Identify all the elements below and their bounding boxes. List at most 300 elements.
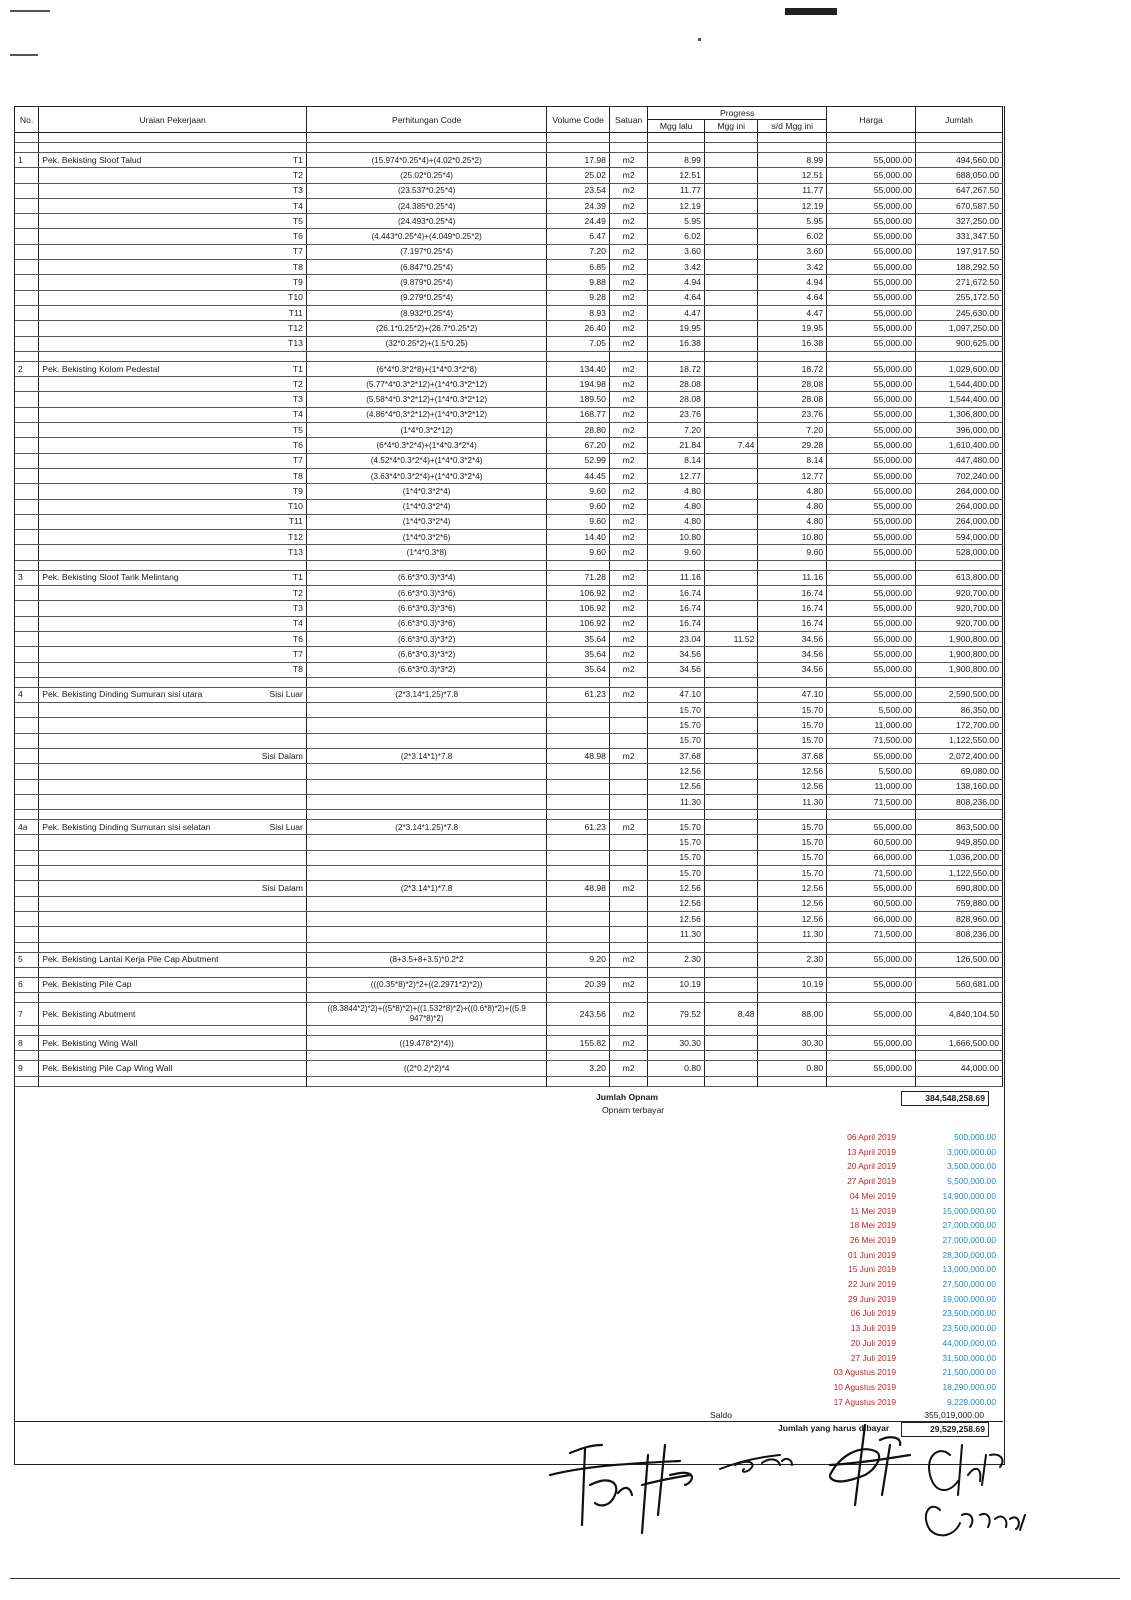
volume-value: 106.92 (547, 616, 610, 631)
progress-this-week (704, 244, 758, 259)
spacer-cell (251, 810, 307, 820)
header-no: No. (15, 107, 39, 133)
calculation-formula: (1*4*0.3*2*6) (306, 530, 546, 545)
volume-value (547, 850, 610, 865)
unit-price: 55,000.00 (827, 321, 916, 336)
progress-last-week: 12.56 (648, 764, 705, 779)
payment-date: 04 Mei 2019 (849, 1190, 896, 1201)
spacer-cell (758, 810, 827, 820)
table-row (15, 835, 1003, 850)
spacer-cell (306, 143, 546, 153)
progress-to-date: 0.80 (758, 1061, 827, 1076)
spacer-cell (758, 560, 827, 570)
unit-value: m2 (609, 748, 647, 763)
unit-price: 55,000.00 (827, 198, 916, 213)
payment-date: 18 Mei 2019 (849, 1220, 896, 1231)
progress-this-week (704, 336, 758, 351)
line-total: 245,630.00 (916, 305, 1003, 320)
spacer-cell (827, 1026, 916, 1036)
payment-amount: 27,500,000.00 (942, 1279, 996, 1289)
line-total: 1,122,550.00 (916, 866, 1003, 881)
unit-price: 55,000.00 (827, 229, 916, 244)
calculation-formula: (2*3.14*1)*7.8 (306, 748, 546, 763)
payment-date: 13 Juli 2019 (850, 1323, 896, 1334)
unit-value (609, 718, 647, 733)
calculation-formula: (6.6*3*0.3)*3*2) (306, 647, 546, 662)
item-number (15, 499, 39, 514)
item-sub-code: T4 (251, 407, 307, 422)
volume-value: 14.40 (547, 530, 610, 545)
spacer-cell (648, 677, 705, 687)
progress-to-date: 8.14 (758, 453, 827, 468)
calculation-formula: (2*3.14*1)*7.8 (306, 881, 546, 896)
line-total: 949,850.00 (916, 835, 1003, 850)
item-number (15, 586, 39, 601)
unit-price: 60,500.00 (827, 835, 916, 850)
volume-value: 6.47 (547, 229, 610, 244)
spacer-cell (15, 351, 39, 361)
progress-last-week: 11.30 (648, 927, 705, 942)
item-number (15, 748, 39, 763)
progress-last-week: 12.56 (648, 881, 705, 896)
unit-value (609, 866, 647, 881)
item-number (15, 168, 39, 183)
table-row (15, 866, 1003, 881)
unit-price: 55,000.00 (827, 305, 916, 320)
line-total: 2,072,400.00 (916, 748, 1003, 763)
item-description (39, 198, 251, 213)
spacer-cell (916, 133, 1003, 143)
line-total: 264,000.00 (916, 514, 1003, 529)
spacer-cell (609, 993, 647, 1003)
table-row (15, 748, 1003, 763)
line-total: 188,292.50 (916, 260, 1003, 275)
spacer-cell (758, 967, 827, 977)
payment-date: 22 Juni 2019 (848, 1279, 896, 1289)
progress-this-week (704, 377, 758, 392)
progress-this-week (704, 183, 758, 198)
spacer-cell (609, 133, 647, 143)
progress-last-week: 37.68 (648, 748, 705, 763)
progress-to-date: 28.08 (758, 392, 827, 407)
table-row (15, 214, 1003, 229)
calculation-formula (306, 866, 546, 881)
item-number (15, 850, 39, 865)
unit-price: 55,000.00 (827, 748, 916, 763)
unit-value: m2 (609, 1061, 647, 1076)
item-description (39, 438, 251, 453)
unit-price: 55,000.00 (827, 881, 916, 896)
item-number (15, 733, 39, 748)
item-description (39, 499, 251, 514)
volume-value: 168.77 (547, 407, 610, 422)
spacer-cell (758, 143, 827, 153)
progress-last-week: 15.70 (648, 820, 705, 835)
scan-artifact (10, 10, 50, 12)
spacer-cell (306, 1026, 546, 1036)
spacer-cell (916, 351, 1003, 361)
spacer-cell (916, 993, 1003, 1003)
calculation-formula (306, 764, 546, 779)
spacer-cell (704, 1026, 758, 1036)
progress-last-week: 0.80 (648, 1061, 705, 1076)
item-number: 4 (15, 687, 39, 702)
line-total: 255,172.50 (916, 290, 1003, 305)
progress-last-week: 3.60 (648, 244, 705, 259)
item-number (15, 764, 39, 779)
line-total: 1,306,800.00 (916, 407, 1003, 422)
calculation-formula: (6.6*3*0.3)*3*6) (306, 586, 546, 601)
line-total: 688,050.00 (916, 168, 1003, 183)
calculation-formula: (24.385*0.25*4) (306, 198, 546, 213)
payment-amount: 27,000,000.00 (942, 1234, 996, 1245)
progress-this-week (704, 896, 758, 911)
item-sub-code (251, 927, 307, 942)
progress-to-date: 4.80 (758, 499, 827, 514)
calculation-formula: (6*4*0.3*2*4)+(1*4*0.3*2*4) (306, 438, 546, 453)
progress-to-date: 11.77 (758, 183, 827, 198)
item-number (15, 198, 39, 213)
payment-amount: 13,000,000.00 (942, 1264, 996, 1275)
progress-this-week (704, 779, 758, 794)
unit-price: 55,000.00 (827, 407, 916, 422)
unit-price: 55,000.00 (827, 616, 916, 631)
calculation-formula: (6*4*0.3*2*8)+(1*4*0.3*2*8) (306, 361, 546, 376)
progress-to-date: 30.30 (758, 1036, 827, 1051)
unit-value: m2 (609, 530, 647, 545)
unit-value: m2 (609, 229, 647, 244)
unit-price: 55,000.00 (827, 214, 916, 229)
unit-price: 55,000.00 (827, 952, 916, 967)
calculation-formula (306, 850, 546, 865)
unit-value: m2 (609, 647, 647, 662)
item-sub-code: T12 (251, 321, 307, 336)
spacer-cell (704, 810, 758, 820)
table-row (15, 601, 1003, 616)
line-total: 1,544,400.00 (916, 392, 1003, 407)
unit-value: m2 (609, 952, 647, 967)
unit-price: 55,000.00 (827, 336, 916, 351)
spacer-cell (648, 1051, 705, 1061)
unit-price: 71,500.00 (827, 733, 916, 748)
progress-last-week: 28.08 (648, 377, 705, 392)
item-description (39, 779, 251, 794)
calculation-formula (306, 794, 546, 809)
progress-to-date: 28.08 (758, 377, 827, 392)
progress-this-week (704, 530, 758, 545)
item-sub-code: T5 (251, 423, 307, 438)
item-description (39, 703, 251, 718)
item-sub-code: T4 (251, 616, 307, 631)
progress-this-week (704, 468, 758, 483)
spacer-cell (609, 1076, 647, 1086)
item-description (39, 305, 251, 320)
spacer-cell (827, 810, 916, 820)
unit-value: m2 (609, 244, 647, 259)
signature-2 (720, 1455, 792, 1472)
item-description: Pek. Bekisting Lantai Kerja Pile Cap Abutment (39, 952, 251, 967)
progress-last-week: 23.76 (648, 407, 705, 422)
progress-to-date: 3.42 (758, 260, 827, 275)
volume-value: 26.40 (547, 321, 610, 336)
unit-price: 55,000.00 (827, 977, 916, 992)
spacer-cell (547, 1026, 610, 1036)
progress-to-date: 4.80 (758, 484, 827, 499)
line-total: 1,036,200.00 (916, 850, 1003, 865)
progress-last-week: 12.56 (648, 911, 705, 926)
item-description: Pek. Bekisting Dinding Sumuran sisi utara (39, 687, 251, 702)
spacer-cell (251, 1051, 307, 1061)
payment-date: 13 April 2019 (847, 1146, 896, 1157)
item-number (15, 423, 39, 438)
spacer-row (15, 1076, 1003, 1086)
spacer-cell (827, 560, 916, 570)
header-uraian: Uraian Pekerjaan (39, 107, 307, 133)
volume-value: 23.54 (547, 183, 610, 198)
unit-value: m2 (609, 392, 647, 407)
item-number: 4a (15, 820, 39, 835)
item-description (39, 290, 251, 305)
progress-this-week (704, 453, 758, 468)
spacer-cell (15, 942, 39, 952)
calculation-formula: (32*0.25*2)+(1.5*0.25) (306, 336, 546, 351)
calculation-formula: (8+3.5+8+3.5)*0.2*2 (306, 952, 546, 967)
spacer-cell (251, 143, 307, 153)
spacer-cell (547, 133, 610, 143)
unit-value: m2 (609, 514, 647, 529)
unit-price: 55,000.00 (827, 601, 916, 616)
volume-value (547, 927, 610, 942)
opnam-terbayar-label: Opnam terbayar (602, 1105, 665, 1115)
item-sub-code (251, 911, 307, 926)
progress-last-week: 18.72 (648, 361, 705, 376)
item-description (39, 423, 251, 438)
volume-value: 8.93 (547, 305, 610, 320)
table-row (15, 484, 1003, 499)
volume-value (547, 779, 610, 794)
unit-value: m2 (609, 1003, 647, 1026)
unit-price: 55,000.00 (827, 687, 916, 702)
progress-last-week: 12.77 (648, 468, 705, 483)
item-sub-code (251, 794, 307, 809)
progress-to-date: 9.60 (758, 545, 827, 560)
item-number (15, 647, 39, 662)
opnam-table (14, 106, 1003, 1087)
unit-value: m2 (609, 305, 647, 320)
item-description (39, 794, 251, 809)
calculation-formula: (6.6*3*0.3)*3*6) (306, 601, 546, 616)
unit-price: 55,000.00 (827, 1036, 916, 1051)
spacer-cell (648, 810, 705, 820)
spacer-cell (704, 942, 758, 952)
progress-last-week: 8.14 (648, 453, 705, 468)
progress-to-date: 2.30 (758, 952, 827, 967)
calculation-formula: (1*4*0.3*2*12) (306, 423, 546, 438)
volume-value (547, 764, 610, 779)
signature-3 (830, 1425, 910, 1505)
progress-to-date: 19.95 (758, 321, 827, 336)
progress-to-date: 5.95 (758, 214, 827, 229)
item-description (39, 336, 251, 351)
item-number (15, 183, 39, 198)
unit-value: m2 (609, 616, 647, 631)
calculation-formula: (1*4*0.3*8) (306, 545, 546, 560)
spacer-cell (306, 351, 546, 361)
table-row (15, 718, 1003, 733)
payment-date: 03 Agustus 2019 (833, 1367, 896, 1378)
progress-to-date: 34.56 (758, 662, 827, 677)
spacer-cell (39, 143, 251, 153)
table-row (15, 290, 1003, 305)
progress-this-week (704, 198, 758, 213)
line-total: 808,236.00 (916, 927, 1003, 942)
calculation-formula: (1*4*0.3*2*4) (306, 499, 546, 514)
spacer-cell (547, 1076, 610, 1086)
volume-value: 106.92 (547, 601, 610, 616)
progress-last-week: 15.70 (648, 703, 705, 718)
spacer-cell (15, 143, 39, 153)
progress-this-week (704, 290, 758, 305)
progress-last-week: 15.70 (648, 835, 705, 850)
table-row (15, 896, 1003, 911)
item-sub-code: T2 (251, 377, 307, 392)
unit-price: 55,000.00 (827, 260, 916, 275)
progress-this-week (704, 764, 758, 779)
item-sub-code (251, 703, 307, 718)
item-sub-code: T1 (251, 570, 307, 585)
table-row (15, 321, 1003, 336)
progress-to-date: 23.76 (758, 407, 827, 422)
header-progress: Progress (648, 107, 827, 120)
payment-date: 06 April 2019 (847, 1132, 896, 1142)
item-number: 3 (15, 570, 39, 585)
progress-last-week: 19.95 (648, 321, 705, 336)
spacer-cell (306, 1051, 546, 1061)
item-number (15, 377, 39, 392)
harus-dibayar-label: Jumlah yang harus dibayar (778, 1423, 890, 1433)
progress-last-week: 15.70 (648, 718, 705, 733)
payment-date: 15 Juni 2019 (848, 1264, 896, 1275)
volume-value (547, 835, 610, 850)
unit-price: 55,000.00 (827, 275, 916, 290)
item-sub-code: Sisi Dalam (251, 748, 307, 763)
table-row (15, 244, 1003, 259)
volume-value: 17.98 (547, 153, 610, 168)
header-mgg-ini: Mgg ini (704, 120, 758, 133)
volume-value: 67.20 (547, 438, 610, 453)
table-row (15, 911, 1003, 926)
spacer-cell (916, 1076, 1003, 1086)
progress-this-week (704, 662, 758, 677)
progress-last-week: 4.94 (648, 275, 705, 290)
progress-this-week (704, 392, 758, 407)
line-total: 172,700.00 (916, 718, 1003, 733)
payment-amount: 21,500,000.00 (942, 1367, 996, 1378)
volume-value: 48.98 (547, 881, 610, 896)
progress-last-week: 30.30 (648, 1036, 705, 1051)
progress-last-week: 16.74 (648, 586, 705, 601)
unit-price: 55,000.00 (827, 484, 916, 499)
spacer-cell (15, 133, 39, 143)
line-total: 647,267.50 (916, 183, 1003, 198)
unit-value: m2 (609, 214, 647, 229)
unit-price: 55,000.00 (827, 499, 916, 514)
spacer-cell (648, 1026, 705, 1036)
spacer-cell (758, 133, 827, 143)
volume-value (547, 794, 610, 809)
calculation-formula: (((0.35*8)*2)*2+((2.2971*2)*2)) (306, 977, 546, 992)
calculation-formula: (9.879*0.25*4) (306, 275, 546, 290)
item-description (39, 631, 251, 646)
calculation-formula: (4.52*4*0.3*2*4)+(1*4*0.3*2*4) (306, 453, 546, 468)
line-total: 1,029,600.00 (916, 361, 1003, 376)
progress-to-date: 29.28 (758, 438, 827, 453)
spacer-cell (39, 677, 251, 687)
item-number: 8 (15, 1036, 39, 1051)
progress-last-week: 15.70 (648, 733, 705, 748)
spacer-cell (916, 677, 1003, 687)
item-number (15, 616, 39, 631)
line-total: 920,700.00 (916, 616, 1003, 631)
calculation-formula: (6.6*3*0.3)*3*2) (306, 662, 546, 677)
item-sub-code: T2 (251, 586, 307, 601)
item-sub-code: T8 (251, 662, 307, 677)
progress-last-week: 7.20 (648, 423, 705, 438)
unit-value (609, 911, 647, 926)
line-total: 613,800.00 (916, 570, 1003, 585)
table-row (15, 1061, 1003, 1076)
table-row (15, 336, 1003, 351)
spacer-cell (758, 351, 827, 361)
calculation-formula (306, 703, 546, 718)
progress-this-week (704, 214, 758, 229)
progress-last-week: 12.51 (648, 168, 705, 183)
payment-amount: 5,500,000.00 (947, 1176, 996, 1187)
spacer-cell (251, 1026, 307, 1036)
item-sub-code: T4 (251, 198, 307, 213)
item-number (15, 927, 39, 942)
spacer-row (15, 993, 1003, 1003)
unit-price: 55,000.00 (827, 168, 916, 183)
spacer-cell (758, 1076, 827, 1086)
spacer-cell (827, 993, 916, 1003)
payment-date: 27 Juli 2019 (850, 1352, 896, 1363)
spacer-cell (547, 1051, 610, 1061)
progress-this-week (704, 748, 758, 763)
unit-value: m2 (609, 1036, 647, 1051)
spacer-cell (704, 993, 758, 1003)
item-description (39, 484, 251, 499)
unit-price: 55,000.00 (827, 530, 916, 545)
spacer-cell (15, 810, 39, 820)
scan-artifact (698, 38, 701, 41)
unit-value: m2 (609, 183, 647, 198)
line-total: 4,840,104.50 (916, 1003, 1003, 1026)
progress-last-week: 15.70 (648, 850, 705, 865)
table-row (15, 977, 1003, 992)
table-row (15, 733, 1003, 748)
table-row (15, 392, 1003, 407)
unit-value: m2 (609, 662, 647, 677)
item-number (15, 484, 39, 499)
unit-value (609, 896, 647, 911)
header-perhitungan: Perhitungan Code (306, 107, 546, 133)
progress-last-week: 2.30 (648, 952, 705, 967)
table-row (15, 779, 1003, 794)
spacer-cell (547, 560, 610, 570)
line-total: 1,610,400.00 (916, 438, 1003, 453)
progress-to-date: 18.72 (758, 361, 827, 376)
